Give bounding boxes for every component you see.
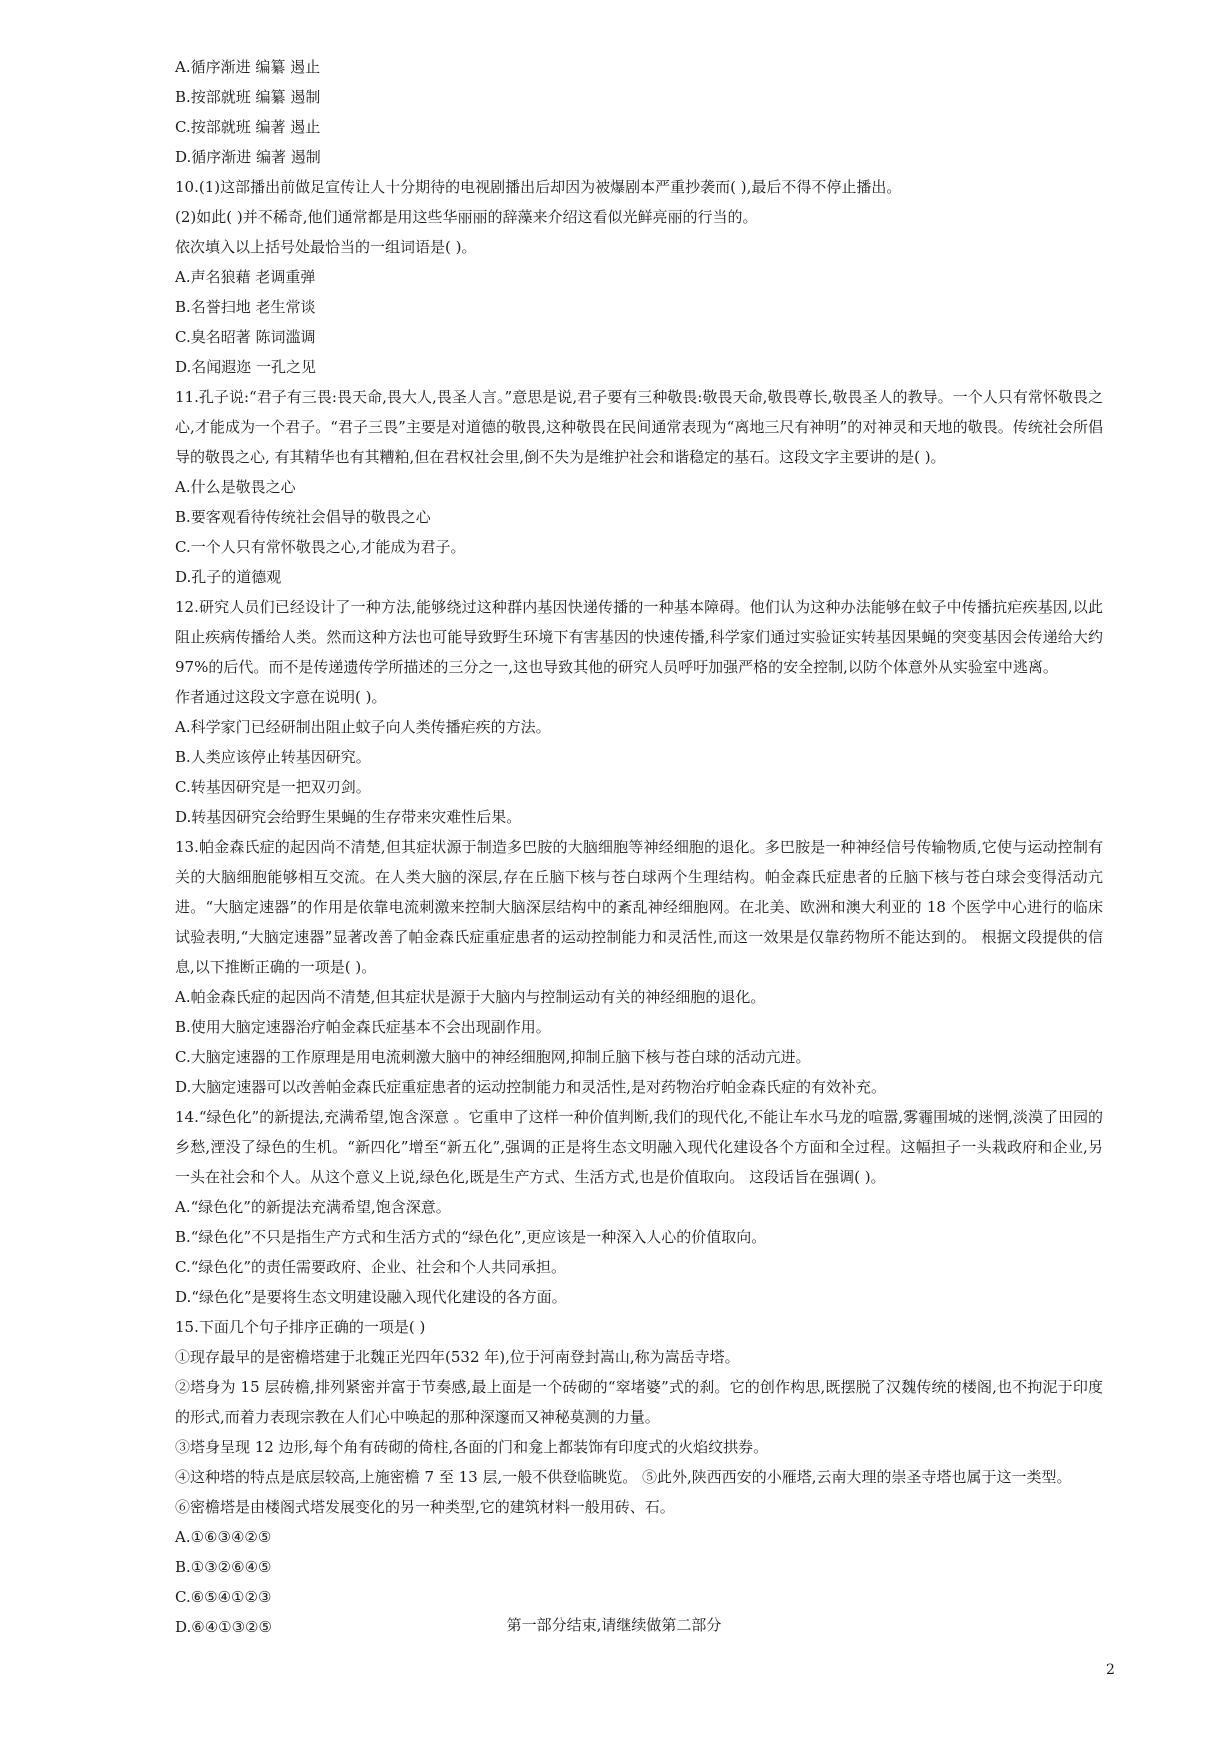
option-line: A.①⑥③④②⑤ (175, 1528, 272, 1546)
option-line: B.①③②⑥④⑤ (175, 1558, 272, 1576)
option-line: C.臭名昭著 陈词滥调 (175, 328, 316, 346)
option-line: B.按部就班 编纂 遏制 (175, 88, 321, 106)
option-line: C.⑥⑤④①②③ (175, 1588, 272, 1606)
option-line: D.“绿色化”是要将生态文明建设融入现代化建设的各方面。 (175, 1288, 567, 1306)
option-line: B.要客观看待传统社会倡导的敬畏之心 (175, 508, 431, 526)
page-content (175, 52, 1103, 1642)
option-line: C.大脑定速器的工作原理是用电流刺激大脑中的神经细胞网,抑制丘脑下核与苍白球的活动亢进。 (175, 1048, 811, 1066)
option-line: B.人类应该停止转基因研究。 (175, 748, 371, 766)
question-stem: 15.下面几个句子排序正确的一项是( ) (175, 1318, 426, 1336)
option-line: C.转基因研究是一把双刃剑。 (175, 778, 371, 796)
option-line: D.循序渐进 编著 遏制 (175, 148, 321, 166)
question-stem: 13.帕金森氏症的起因尚不清楚,但其症状源于制造多巴胺的大脑细胞等神经细胞的退化。多巴胺是一种神经信号传输物质,它使与运动控制有关的大脑细胞能够相互交流。在人类大脑的深层,存在丘脑下核与苍白球两个生理结构。帕金森氏症患者的丘脑下核与苍白球会变得活动亢进。“大脑定速器”的作用是依靠电流刺激来控制大脑深层结构中的紊乱神经细胞网。在北美、欧洲和澳大利亚的 18 个医学中心进行的临床试验表明,“大脑定速器”显著改善了帕金森氏症重症患者的运动控制能力和灵活性,而这一效果是仅靠药物所不能达到的。 根据文段提供的信息,以下推断正确的一项是( )。 (175, 838, 1103, 976)
question-stem: 10.(1)这部播出前做足宣传让人十分期待的电视剧播出后却因为被爆剧本严重抄袭而( ),最后不得不停止播出。 (175, 178, 902, 196)
option-line: B.“绿色化”不只是指生产方式和生活方式的“绿色化”,更应该是一种深入人心的价值取向。 (175, 1228, 767, 1246)
option-line: A.什么是敬畏之心 (175, 478, 296, 496)
question-stem: (2)如此( )并不稀奇,他们通常都是用这些华丽丽的辞藻来介绍这看似光鲜亮丽的行当的。 (175, 208, 758, 226)
page-number: 2 (1106, 1662, 1115, 1678)
option-line: D.大脑定速器可以改善帕金森氏症重症患者的运动控制能力和灵活性,是对药物治疗帕金森氏症的有效补充。 (175, 1078, 887, 1096)
question-stem: 12.研究人员们已经设计了一种方法,能够绕过这种群内基因快递传播的一种基本障碍。他们认为这种办法能够在蚊子中传播抗疟疾基因,以此阻止疾病传播给人类。然而这种方法也可能导致野生环境下有害基因的快速传播,科学家们通过实验证实转基因果蝇的突变基因会传递给大约97%的后代。而不是传递遗传学所描述的三分之一,这也导致其他的研究人员呼吁加强严格的安全控制,以防个体意外从实验室中逃离。 (175, 598, 1103, 676)
section-end-note: 第一部分结束,请继续做第二部分 (506, 1616, 722, 1634)
option-line: A.“绿色化”的新提法充满希望,饱含深意。 (175, 1198, 451, 1216)
sentence-item: ①现存最早的是密檐塔建于北魏正光四年(532 年),位于河南登封嵩山,称为嵩岳寺塔。 (175, 1348, 740, 1366)
option-line: C.“绿色化”的责任需要政府、企业、社会和个人共同承担。 (175, 1258, 567, 1276)
option-line: D.名闻遐迩 一孔之见 (175, 358, 317, 376)
question-prompt: 作者通过这段文字意在说明( )。 (175, 688, 387, 706)
option-line: B.名誉扫地 老生常谈 (175, 298, 316, 316)
option-line: A.声名狼藉 老调重弹 (175, 268, 316, 286)
option-line: C.按部就班 编著 遏止 (175, 118, 321, 136)
question-prompt: 依次填入以上括号处最恰当的一组词语是( )。 (175, 238, 477, 256)
sentence-item: ⑥密檐塔是由楼阁式塔发展变化的另一种类型,它的建筑材料一般用砖、石。 (175, 1498, 675, 1516)
sentence-item: ④这种塔的特点是底层较高,上施密檐 7 至 13 层,一般不供登临眺览。 ⑤此外,陕西西安的小雁塔,云南大理的崇圣寺塔也属于这一类型。 (175, 1468, 1072, 1486)
question-stem: 14.“绿色化”的新提法,充满希望,饱含深意 。它重申了这样一种价值判断,我们的现代化,不能让车水马龙的喧嚣,雾霾围城的迷惘,淡漠了田园的乡愁,湮没了绿色的生机。“新四化”增至“新五化”,强调的正是将生态文明融入现代化建设各个方面和全过程。这幅担子一头栽政府和企业,另一头在社会和个人。从这个意义上说,绿色化,既是生产方式、生活方式,也是价值取向。 这段话旨在强调( )。 (175, 1108, 1103, 1186)
option-line: D.孔子的道德观 (175, 568, 282, 586)
question-stem: 11.孔子说:“君子有三畏:畏天命,畏大人,畏圣人言。”意思是说,君子要有三种敬畏:敬畏天命,敬畏尊长,敬畏圣人的教导。一个人只有常怀敬畏之心,才能成为一个君子。“君子三畏”主要是对道德的敬畏,这种敬畏在民间通常表现为“离地三尺有神明”的对神灵和天地的敬畏。传统社会所倡导的敬畏之心, 有其精华也有其糟粕,但在君权社会里,倒不失为是维护社会和谐稳定的基石。这段文字主要讲的是( )。 (175, 388, 1103, 466)
sentence-item: ②塔身为 15 层砖檐,排列紧密并富于节奏感,最上面是一个砖砌的“窣堵婆”式的刹。它的创作构思,既摆脱了汉魏传统的楼阁,也不拘泥于印度的形式,而着力表现宗教在人们心中唤起的那种深邃而又神秘莫测的力量。 (175, 1378, 1103, 1426)
sentence-item: ③塔身呈现 12 边形,每个角有砖砌的倚柱,各面的门和龛上都装饰有印度式的火焰纹拱券。 (175, 1438, 769, 1456)
option-line: B.使用大脑定速器治疗帕金森氏症基本不会出现副作用。 (175, 1018, 551, 1036)
option-line: C.一个人只有常怀敬畏之心,才能成为君子。 (175, 538, 466, 556)
option-line: A.帕金森氏症的起因尚不清楚,但其症状是源于大脑内与控制运动有关的神经细胞的退化。 (175, 988, 766, 1006)
option-line: A.科学家门已经研制出阻止蚊子向人类传播疟疾的方法。 (175, 718, 551, 736)
option-line: A.循序渐进 编纂 遏止 (175, 58, 321, 76)
option-line: D.转基因研究会给野生果蝇的生存带来灾难性后果。 (175, 808, 522, 826)
option-line: D.⑥④①③②⑤ (175, 1618, 272, 1636)
